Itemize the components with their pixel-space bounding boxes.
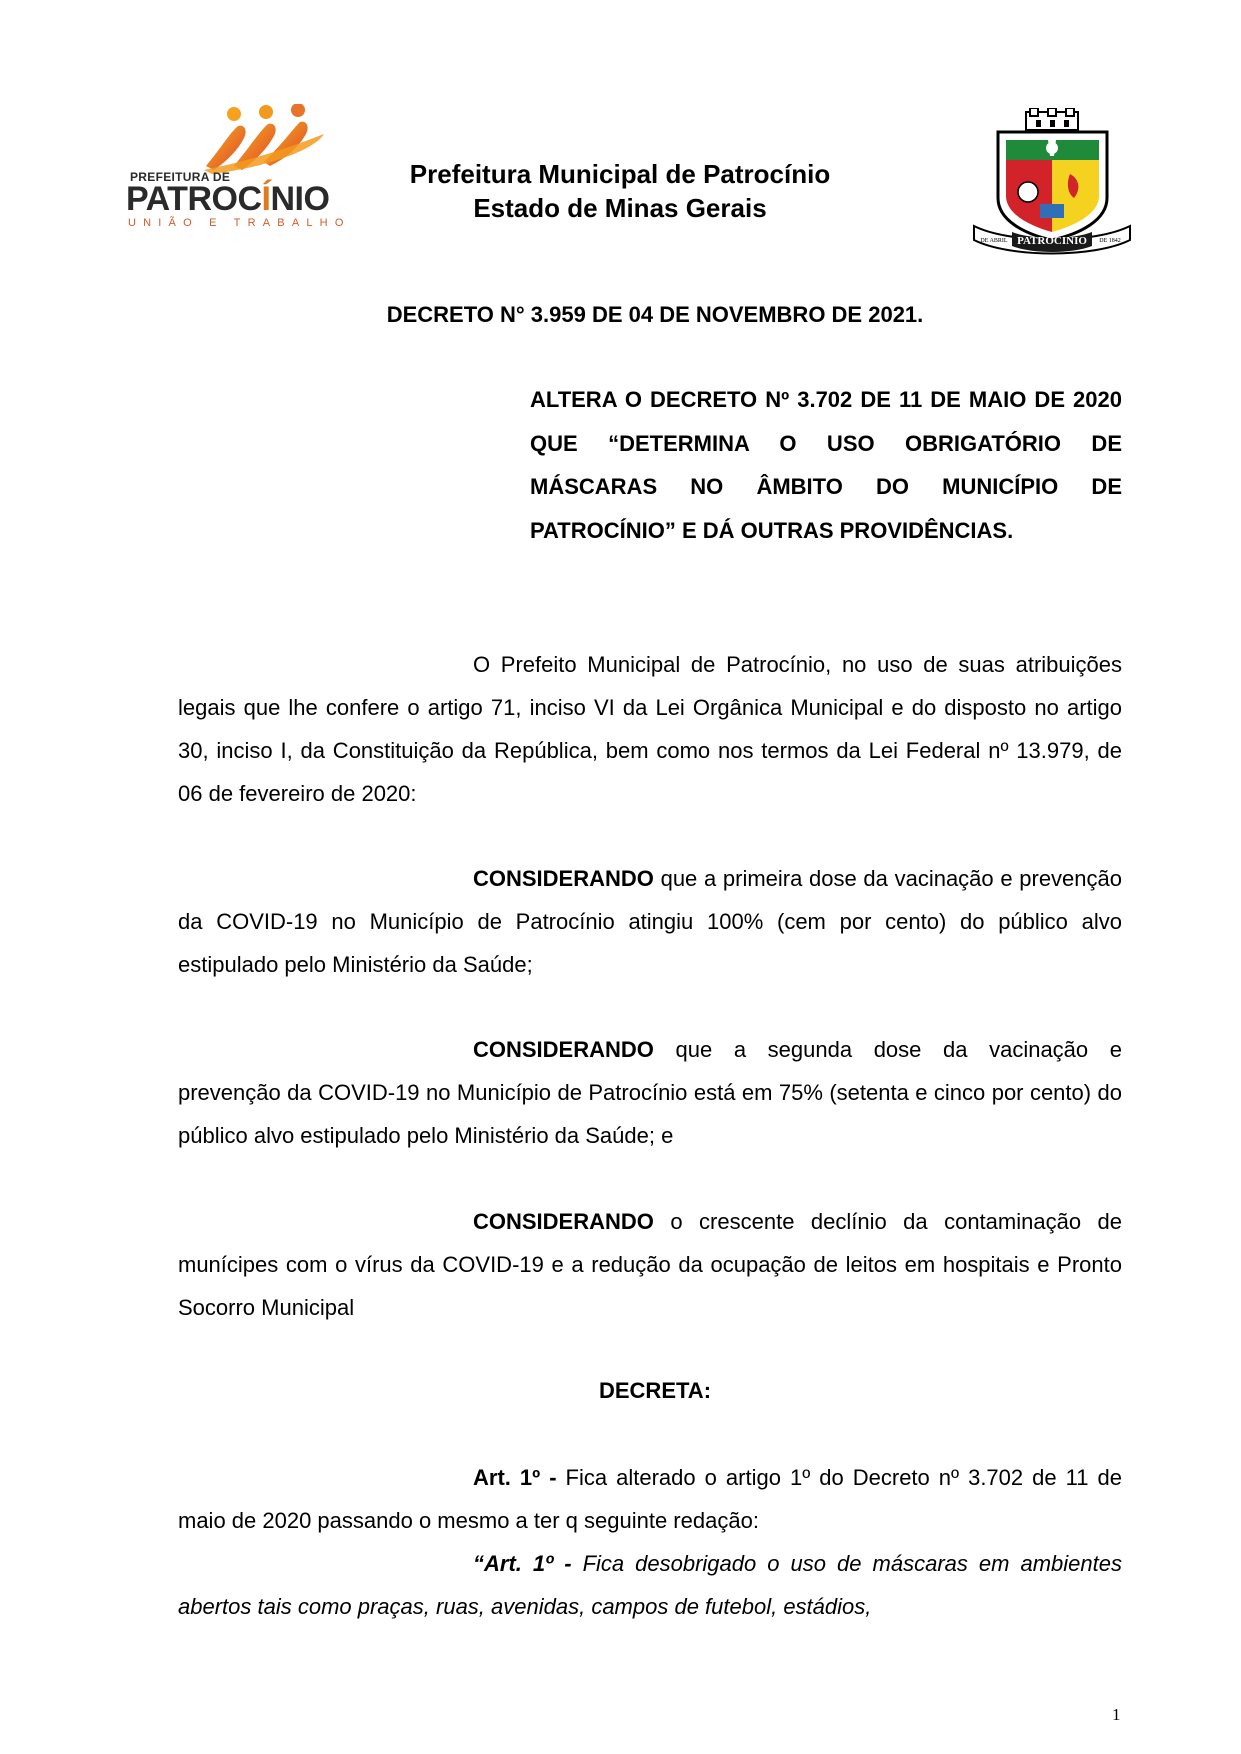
people-figures-icon — [204, 104, 344, 174]
logo-name-part2: NIO — [270, 180, 330, 218]
quoted-article-paragraph — [178, 1542, 1122, 1628]
considerando-paragraph-3 — [178, 1200, 1122, 1329]
logo-tagline: UNIÃO E TRABALHO — [128, 217, 351, 229]
logo-name — [126, 180, 329, 219]
crest-banner-text: PATROCINIO — [1017, 235, 1087, 247]
considerando-text-1: que a primeira dose da vacinação e prevenção da COVID-19 no Município de Patrocínio atingiu 100% (cem por cento) do público alvo estipulado pelo Ministério da Saúde; — [178, 866, 1122, 977]
quoted-article-text: Fica desobrigado o uso de máscaras em ambientes abertos tais como praças, ruas, avenidas, campos de futebol, estádios, — [178, 1551, 1122, 1619]
decree-ementa: ALTERA O DECRETO Nº 3.702 DE 11 DE MAIO DE 2020 QUE “DETERMINA O USO OBRIGATÓRIO DE MÁSCARAS NO ÂMBITO DO MUNICÍPIO DE PATROCÍNIO” E DÁ OUTRAS PROVIDÊNCIAS. — [530, 387, 1122, 543]
preamble-paragraph — [178, 643, 1122, 815]
considerando-paragraph-2 — [178, 1028, 1122, 1157]
considerando-lead-1: CONSIDERANDO — [473, 866, 654, 891]
logo-name-part1: PATROC — [126, 180, 262, 218]
decreta-heading: DECRETA: — [598, 1378, 712, 1403]
considerando-paragraph-1 — [178, 857, 1122, 986]
article-1-lead: Art. 1º - — [473, 1465, 566, 1490]
article-1-text: Fica alterado o artigo 1º do Decreto nº 3.702 de 11 de maio de 2020 passando o mesmo a ter q seguinte redação: — [178, 1465, 1122, 1533]
preamble-text: O Prefeito Municipal de Patrocínio, no uso de suas atribuições legais que lhe confere o artigo 71, inciso VI da Lei Orgânica Municipal e do disposto no artigo 30, inciso I, da Constituição da República, bem como nos termos da Lei Federal nº 13.979, de 06 de fevereiro de 2020: — [178, 652, 1122, 806]
logo-name-accent: Í — [261, 180, 271, 218]
patrocinio-logo — [126, 104, 351, 229]
page-number: 1 — [1112, 1705, 1121, 1724]
header-line-1: Prefeitura Municipal de Patrocínio — [409, 159, 831, 189]
header-title — [350, 157, 890, 225]
decree-title: DECRETO N° 3.959 DE 04 DE NOVEMBRO DE 2021. — [386, 302, 924, 327]
quoted-article-lead: “Art. 1º - — [473, 1551, 583, 1576]
considerando-text-2: que a segunda dose da vacinação e prevenção da COVID-19 no Município de Patrocínio está em 75% (setenta e cinco por cento) do público alvo estipulado pelo Ministério da Saúde; e — [178, 1037, 1122, 1148]
article-1-paragraph — [178, 1456, 1122, 1542]
considerando-lead-3: CONSIDERANDO — [473, 1209, 654, 1234]
coat-of-arms-icon — [970, 108, 1135, 258]
logo-prefeitura-text: PREFEITURA DE — [130, 170, 231, 184]
crest-right-text: DE 1842 — [1099, 238, 1121, 244]
header-line-2: Estado de Minas Gerais — [473, 193, 767, 223]
crest-left-text: DE ABRIL — [980, 238, 1008, 244]
considerando-text-3: o crescente declínio da contaminação de munícipes com o vírus da COVID-19 e a redução da ocupação de leitos em hospitais e Pronto Socorro Municipal — [178, 1209, 1122, 1320]
considerando-lead-2: CONSIDERANDO — [473, 1037, 654, 1062]
